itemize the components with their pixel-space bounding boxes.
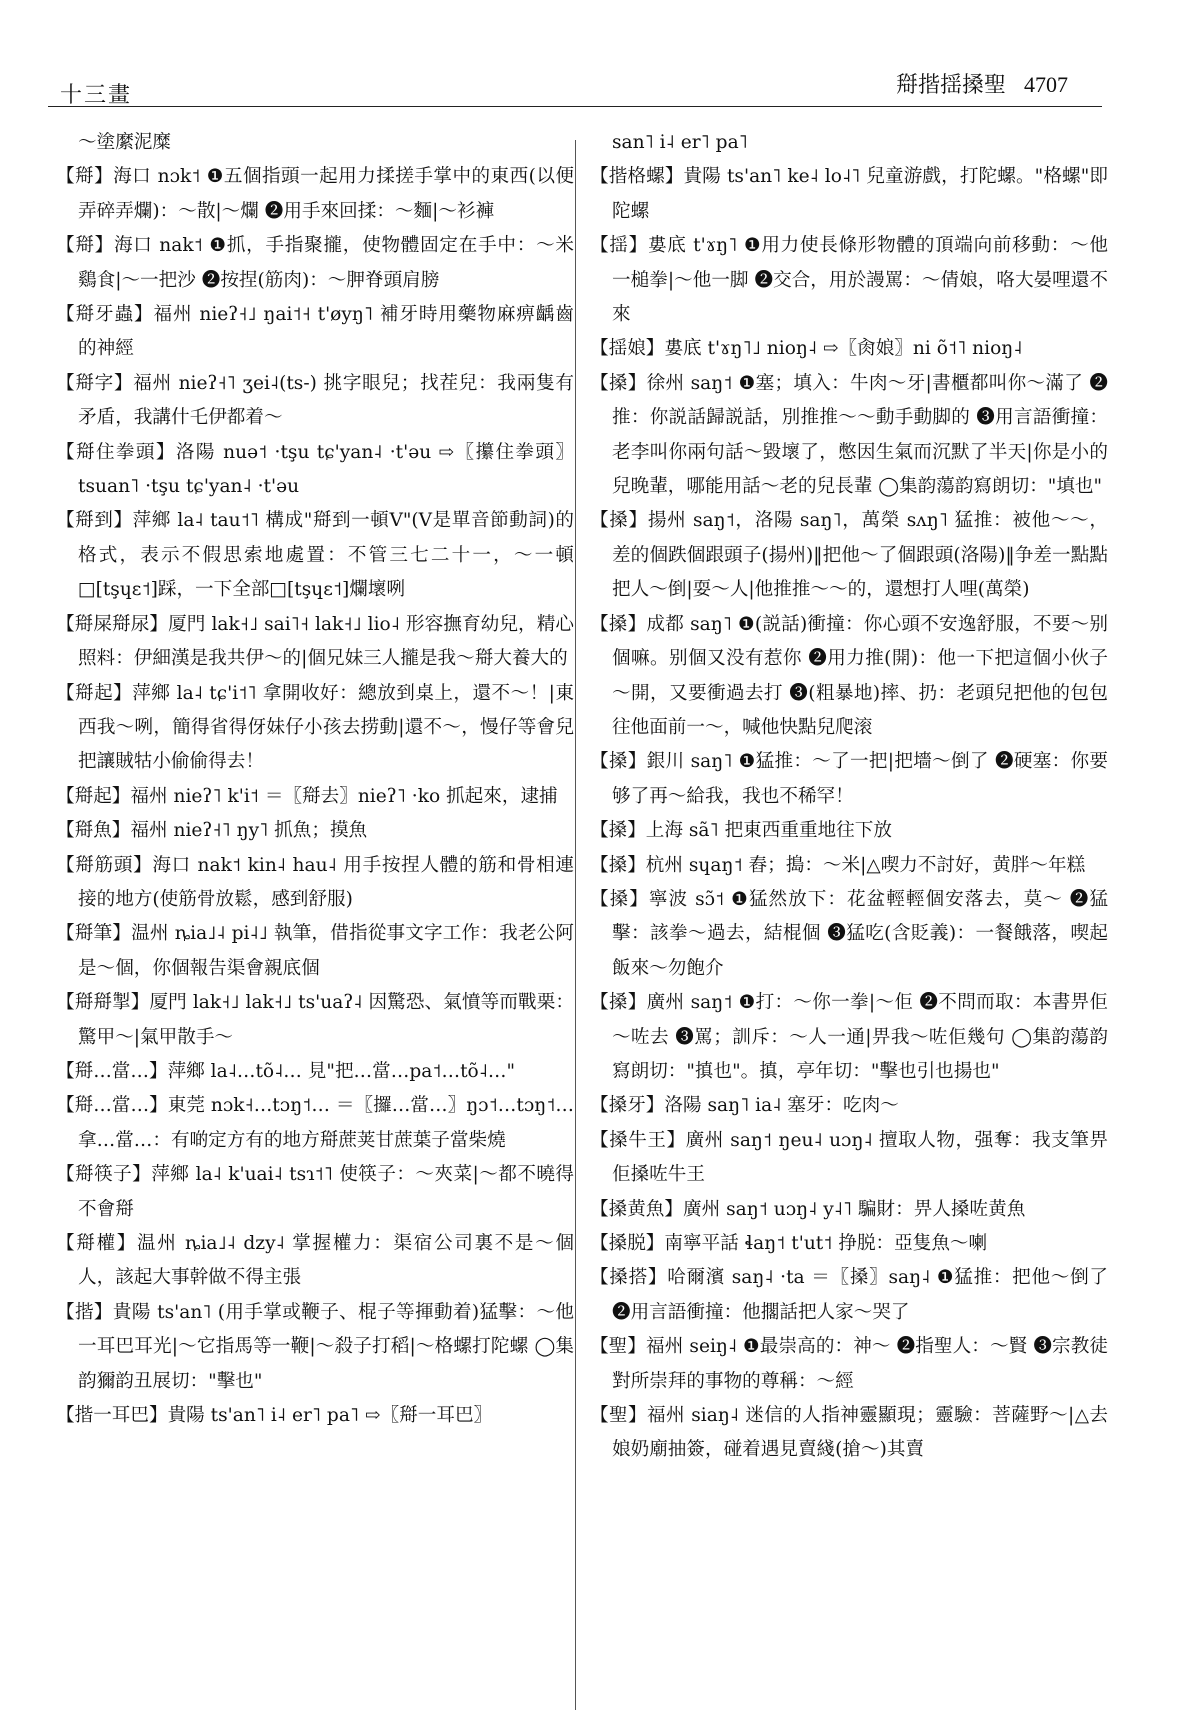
entry: 【揩一耳巴】貴陽 ts'an˥ i˨ er˥ pa˥ ⇨〖搿一耳巴〗 [56,1405,493,1427]
entry: 【揩格螺】貴陽 ts'an˥ ke˨ lo˨˥ 兒童游戲，打陀螺。"格螺"即陀螺 [590,166,1108,222]
entry: 【搿權】温州 ȵia˩˨ dzy˨ 掌握權力：渠宿公司裏不是～個人，該起大事幹做不得主張 [56,1233,574,1289]
entry: san˥ i˨ er˥ pa˥ [612,132,748,153]
entry: 【搡】上海 sã˥ 把東西重重地往下放 [590,820,892,842]
entry: 【搡】廣州 saŋ˦ ❶打：～你一拳|～佢 ❷不問而取：本書畀佢～咗去 ❸罵；訓斥：～人一通|畀我～咗佢幾句 ◯集韵蕩韵寫朗切："搷也"。搷，亭年切："擊也引也揚也" [590,992,1108,1082]
entry: 【搡牙】洛陽 saŋ˥ ia˨ 塞牙：吃肉～ [590,1095,899,1117]
entry: 【搿住拳頭】洛陽 nuə˦ ·tşu tɕ'yan˨ ·t'əu ⇨〖攥住拳頭〗tsuan˥ ·tşu tɕ'yan˨ ·t'əu [56,441,574,498]
entry: 【搡】成都 saŋ˥ ❶(説話)衝撞：你心頭不安逸舒服，不要～别個嘛。别個又没有惹你 ❷用力推(開)：他一下把這個小伙子～開，又要衝過去打 ❸(粗暴地)摔、扔：老頭兒把他的包包往他面前一～，喊他快點兒爬滚 [590,613,1108,738]
entry: 【搡黄魚】廣州 saŋ˦ uɔŋ˨ y˨˥ 騙財：畀人搡咗黄魚 [590,1198,1026,1220]
entry: 【搡脱】南寧平話 ɬaŋ˦ t'ut˦ 挣脱：亞隻魚～喇 [590,1233,988,1254]
entry: 【搡】銀川 saŋ˥ ❶猛推：～了一把|把墻～倒了 ❷硬塞：你要够了再～給我，我也不稀罕！ [590,751,1108,807]
entry: 【搿字】福州 nieʔ˧˥ ʒei˨(ts-) 挑字眼兒；找茬兒：我兩隻有矛盾，我講什乇伊都着～ [56,372,574,429]
entry: 【聖】福州 siaŋ˨ 迷信的人指神靈顯現；靈驗：菩薩野～|△去娘奶廟抽簽，碰着遇見賣綫(搶～)其賣 [590,1405,1108,1461]
page-header [46,66,1102,106]
entry: 【搿筆】温州 ȵia˩˨ pi˨˩ 執筆，借指從事文字工作：我老公阿是～個，你個報告渠會親底個 [56,923,574,979]
entry: 【搿】海口 nɔk˦ ❶五個指頭一起用力揉搓手掌中的東西(以便弄碎弄爛)：～散|～爛 ❷用手來回揉：～麵|～衫褲 [56,166,574,222]
entry: 【搡】揚州 saŋ˦，洛陽 saŋ˥，萬榮 sʌŋ˥ 猛推：被他～～，差的個跌個跟頭子(揚州)‖把他～了個跟頭(洛陽)‖争差一點點把人～倒|耍～人|他推推～～的，還想打人哩(萬榮) [590,510,1108,601]
left-column [56,126,574,1433]
entry: 【搿起】萍鄉 la˨ tɕ'i˦˥ 拿開收好：總放到桌上，還不～！|東西我～咧，簡得省得伢妹仔小孩去捞動|還不～，慢仔等會兒把讓賊牯小偷偷得去！ [56,682,574,773]
header-chars: 搿揩揺搡聖 [895,73,1006,98]
entry: 【搡牛王】廣州 saŋ˦ ŋeu˨ uɔŋ˨ 擅取人物，强奪：我支筆畀佢搡咗牛王 [590,1129,1108,1186]
entry: 【搡】杭州 sɥaŋ˦ 舂；搗：～米|△喫力不討好，黄胖～年糕 [590,854,1086,876]
header-right [896,68,1068,99]
entry: 【搿搿掣】厦門 lak˧˩ lak˧˩ ts'uaʔ˨ 因驚恐、氣憤等而戰栗：驚甲～|氣甲散手～ [56,992,574,1048]
entry: 【搿牙蟲】福州 nieʔ˧˩ ŋai˦˧ t'øyŋ˥ 補牙時用藥物麻痹齲齒的神經 [56,304,574,360]
entry: 【揩】貴陽 ts'an˥ (用手掌或鞭子、棍子等揮動着)猛擊：～他一耳巴耳光|～它指馬等一鞭|～殺子打稻|～格螺打陀螺 ◯集韵獮韵丑展切："擊也" [56,1301,574,1392]
entry: 【搿筋頭】海口 nak˦ kin˨ hau˨ 用手按捏人體的筋和骨相連接的地方(使筋骨放鬆，感到舒服) [56,854,574,910]
page-number: 4707 [1024,72,1068,97]
entry: 【搿…當…】東莞 nɔk˧…tɔŋ˦… ＝〖攞…當…〗ŋɔ˦…tɔŋ˦… 拿…當…：有啲定方有的地方搿蔗荚甘蔗葉子當柴燒 [56,1095,574,1151]
entry: 【搡】寧波 sɔ̃˦ ❶猛然放下：花盆輕輕個安落去，莫～ ❷猛擊：該拳～過去，結棍個 ❸猛吃(含貶義)：一餐餓落，喫起飯來～勿飽介 [590,888,1108,979]
column-divider [575,140,576,1710]
header-rule [48,106,1102,107]
entry: 【搿筷子】萍鄉 la˨ k'uai˨ tsɿ˦˥ 使筷子：～夾菜|～都不曉得不會搿 [56,1164,574,1220]
section-title: 十三畫 [60,83,133,108]
entry: 【搡搭】哈爾濱 saŋ˨ ·ta ＝〖搡〗saŋ˨ ❶猛推：把他～倒了 ❷用言語衝撞：他擱話把人家～哭了 [590,1267,1108,1323]
entry: 【聖】福州 seiŋ˨ ❶最崇高的：神～ ❷指聖人：～賢 ❸宗教徒對所崇拜的事物的尊稱：～經 [590,1336,1108,1392]
entry: 【搿屎搿尿】厦門 lak˧˩ sai˥˧ lak˧˩ lio˨ 形容撫育幼兒，精心照料：伊細漢是我共伊～的|個兄妹三人攏是我～搿大養大的 [56,613,574,670]
entry: ～塗縻泥糜 [78,132,171,153]
entry: 【搿到】萍鄉 la˨ tau˦˥ 構成"搿到一頓V"(V是單音節動詞)的格式，表示不假思索地處置：不管三七二十一，～一頓□[tşɥɛ˦]踩，一下全部□[tşɥɛ˦]爛壞咧 [56,510,574,601]
right-column [590,126,1108,1468]
entry: 【揺娘】婁底 t'ɤŋ˥˩ nioŋ˨ ⇨〖肏娘〗ni õ˦˥ nioŋ˨ [590,338,1023,360]
entry: 【搿起】福州 nieʔ˥ k'i˦ ＝〖搿去〗nieʔ˥ ·ko 抓起來，逮捕 [56,785,558,807]
entry: 【搡】徐州 saŋ˦ ❶塞；填入：牛肉～牙|書櫃都叫你～滿了 ❷推：你説話歸説話，別推推～～動手動脚的 ❸用言語衝撞：老李叫你兩句話～毀壞了，憋因生氣而沉默了半天|你是小的兒晚輩，哪能用話～老的兒長輩 ◯集韵蕩韵寫朗切："填也" [590,372,1108,498]
entry: 【搿…當…】萍鄉 la˨…tõ˨… 見"把…當…pa˦…tõ˨…" [56,1060,516,1082]
entry: 【揺】婁底 t'ɤŋ˥ ❶用力使長條形物體的頂端向前移動：～他一槌拳|～他一脚 ❷交合，用於謾罵：～倩娘，咯大晏哩還不來 [590,235,1108,326]
entry: 【搿魚】福州 nieʔ˧˥ ŋy˥ 抓魚；摸魚 [56,820,368,842]
entry: 【搿】海口 nak˦ ❶抓，手指聚攏，使物體固定在手中：～米鷄食|～一把沙 ❷按捏(筋肉)：～胛脊頭肩膀 [56,235,574,291]
